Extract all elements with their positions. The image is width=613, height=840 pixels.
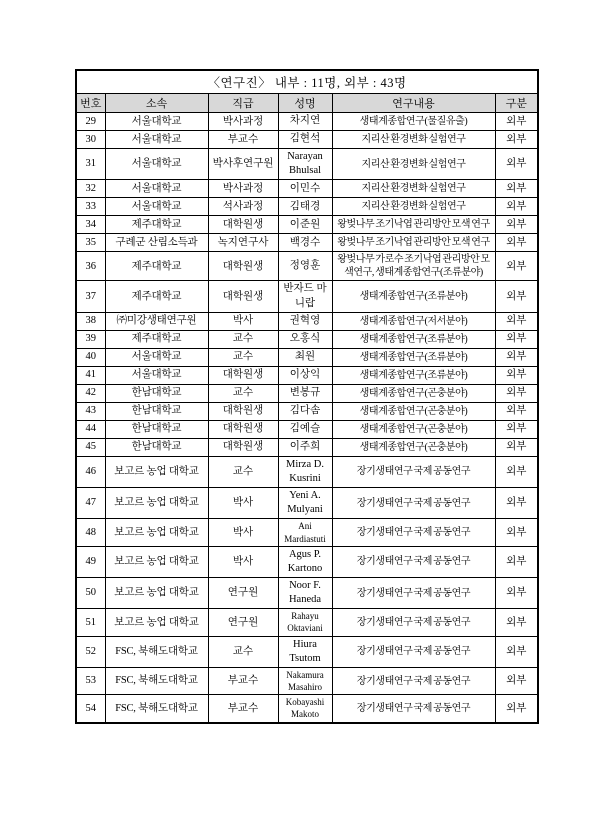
table-row	[76, 348, 538, 366]
cell-number: 42	[76, 384, 105, 402]
cell-affiliation: 서울대학교	[105, 366, 208, 384]
table-row	[76, 578, 538, 609]
cell-affiliation: 제주대학교	[105, 252, 208, 281]
cell-affiliation: 제주대학교	[105, 216, 208, 234]
table-row	[76, 384, 538, 402]
cell-name: 오홍식	[278, 330, 332, 348]
column-header-position: 직급	[208, 94, 278, 113]
cell-position: 박사과정	[208, 180, 278, 198]
cell-affiliation: 서울대학교	[105, 348, 208, 366]
cell-number: 29	[76, 113, 105, 131]
cell-type: 외부	[495, 636, 538, 667]
table-row	[76, 131, 538, 149]
cell-position: 교수	[208, 330, 278, 348]
cell-position: 연구원	[208, 609, 278, 636]
cell-affiliation: 보고르 농업 대학교	[105, 546, 208, 577]
title-row	[76, 70, 538, 94]
cell-affiliation: FSC, 북해도대학교	[105, 695, 208, 723]
cell-research: 지리산 환경변화 실험연구	[332, 149, 495, 180]
cell-position: 석사과정	[208, 198, 278, 216]
cell-number: 34	[76, 216, 105, 234]
cell-number: 53	[76, 667, 105, 694]
table-row	[76, 198, 538, 216]
table-row	[76, 180, 538, 198]
cell-affiliation: ㈜미강생태연구원	[105, 312, 208, 330]
column-header-affiliation: 소속	[105, 94, 208, 113]
table-row	[76, 695, 538, 723]
cell-research: 왕벚나무 조기낙엽 관리방안 모색 연구	[332, 234, 495, 252]
cell-name: Ani Mardiastuti	[278, 519, 332, 546]
cell-type: 외부	[495, 402, 538, 420]
table-row	[76, 330, 538, 348]
cell-name: 정영훈	[278, 252, 332, 281]
table-row	[76, 366, 538, 384]
table-row	[76, 488, 538, 519]
cell-name: Noor F. Haneda	[278, 578, 332, 609]
cell-affiliation: 한남대학교	[105, 402, 208, 420]
cell-number: 40	[76, 348, 105, 366]
table-row	[76, 609, 538, 636]
cell-type: 외부	[495, 695, 538, 723]
table-row	[76, 149, 538, 180]
cell-affiliation: FSC, 북해도대학교	[105, 667, 208, 694]
cell-name: 김현석	[278, 131, 332, 149]
cell-type: 외부	[495, 149, 538, 180]
cell-research: 장기생태연구 국제 공동연구	[332, 695, 495, 723]
cell-number: 49	[76, 546, 105, 577]
cell-affiliation: 제주대학교	[105, 330, 208, 348]
cell-type: 외부	[495, 281, 538, 312]
cell-research: 장기생태연구 국제 공동연구	[332, 519, 495, 546]
cell-type: 외부	[495, 546, 538, 577]
cell-position: 대학원생	[208, 438, 278, 456]
cell-research: 장기생태연구 국제 공동연구	[332, 488, 495, 519]
table-row	[76, 667, 538, 694]
cell-position: 교수	[208, 636, 278, 667]
cell-type: 외부	[495, 252, 538, 281]
cell-type: 외부	[495, 198, 538, 216]
cell-name: 최원	[278, 348, 332, 366]
cell-research: 생태계종합연구(곤충분야)	[332, 402, 495, 420]
cell-position: 대학원생	[208, 281, 278, 312]
table-row	[76, 519, 538, 546]
column-header-type: 구분	[495, 94, 538, 113]
cell-number: 35	[76, 234, 105, 252]
cell-name: Narayan Bhulsal	[278, 149, 332, 180]
cell-name: Hiura Tsutom	[278, 636, 332, 667]
cell-position: 교수	[208, 348, 278, 366]
table-row	[76, 438, 538, 456]
cell-research: 생태계종합연구(곤충분야)	[332, 384, 495, 402]
cell-number: 32	[76, 180, 105, 198]
cell-name: 차지연	[278, 113, 332, 131]
cell-type: 외부	[495, 384, 538, 402]
column-header-research: 연구내용	[332, 94, 495, 113]
cell-position: 대학원생	[208, 420, 278, 438]
cell-number: 39	[76, 330, 105, 348]
cell-name: 이주희	[278, 438, 332, 456]
cell-type: 외부	[495, 216, 538, 234]
cell-research: 생태계종합연구(조류분야)	[332, 366, 495, 384]
cell-affiliation: 서울대학교	[105, 113, 208, 131]
table-row	[76, 113, 538, 131]
table-row	[76, 216, 538, 234]
cell-number: 43	[76, 402, 105, 420]
cell-affiliation: 보고르 농업 대학교	[105, 456, 208, 487]
cell-name: 김예슬	[278, 420, 332, 438]
cell-number: 41	[76, 366, 105, 384]
cell-number: 48	[76, 519, 105, 546]
cell-type: 외부	[495, 578, 538, 609]
cell-position: 교수	[208, 384, 278, 402]
cell-number: 52	[76, 636, 105, 667]
cell-position: 대학원생	[208, 216, 278, 234]
header-row	[76, 94, 538, 113]
cell-position: 박사	[208, 312, 278, 330]
cell-position: 박사	[208, 488, 278, 519]
cell-research: 생태계종합연구(저서분야)	[332, 312, 495, 330]
cell-type: 외부	[495, 312, 538, 330]
cell-type: 외부	[495, 420, 538, 438]
cell-position: 박사후연구원	[208, 149, 278, 180]
table-row	[76, 252, 538, 281]
cell-type: 외부	[495, 667, 538, 694]
table-row	[76, 546, 538, 577]
cell-name: 김다솜	[278, 402, 332, 420]
cell-name: Rahayu Oktaviani	[278, 609, 332, 636]
cell-type: 외부	[495, 438, 538, 456]
cell-position: 부교수	[208, 131, 278, 149]
cell-affiliation: 서울대학교	[105, 180, 208, 198]
cell-number: 38	[76, 312, 105, 330]
cell-research: 생태계종합연구(물질유출)	[332, 113, 495, 131]
cell-affiliation: 서울대학교	[105, 198, 208, 216]
cell-number: 30	[76, 131, 105, 149]
cell-position: 박사	[208, 519, 278, 546]
cell-research: 장기생태연구 국제 공동연구	[332, 636, 495, 667]
cell-name: 김태경	[278, 198, 332, 216]
cell-affiliation: 제주대학교	[105, 281, 208, 312]
cell-number: 46	[76, 456, 105, 487]
cell-affiliation: 한남대학교	[105, 420, 208, 438]
cell-affiliation: 서울대학교	[105, 131, 208, 149]
cell-research: 장기생태연구 국제 공동연구	[332, 667, 495, 694]
cell-name: Kobayashi Makoto	[278, 695, 332, 723]
cell-number: 51	[76, 609, 105, 636]
cell-number: 47	[76, 488, 105, 519]
cell-position: 대학원생	[208, 252, 278, 281]
table-row	[76, 456, 538, 487]
cell-type: 외부	[495, 113, 538, 131]
cell-name: 백경수	[278, 234, 332, 252]
cell-type: 외부	[495, 330, 538, 348]
table-row	[76, 312, 538, 330]
cell-position: 박사과정	[208, 113, 278, 131]
cell-type: 외부	[495, 348, 538, 366]
cell-affiliation: 한남대학교	[105, 384, 208, 402]
cell-number: 44	[76, 420, 105, 438]
cell-type: 외부	[495, 180, 538, 198]
cell-research: 장기생태연구 국제 공동연구	[332, 456, 495, 487]
cell-affiliation: 보고르 농업 대학교	[105, 519, 208, 546]
cell-name: Mirza D. Kusrini	[278, 456, 332, 487]
cell-number: 45	[76, 438, 105, 456]
cell-number: 31	[76, 149, 105, 180]
cell-research: 생태계종합연구(곤충분야)	[332, 438, 495, 456]
cell-name: 반자드 마니랍	[278, 281, 332, 312]
cell-type: 외부	[495, 131, 538, 149]
cell-name: Agus P. Kartono	[278, 546, 332, 577]
cell-affiliation: 구례군 산림소득과	[105, 234, 208, 252]
cell-research: 생태계종합연구(조류분야)	[332, 281, 495, 312]
cell-name: Nakamura Masahiro	[278, 667, 332, 694]
cell-name: Yeni A. Mulyani	[278, 488, 332, 519]
column-header-number: 번호	[76, 94, 105, 113]
cell-type: 외부	[495, 519, 538, 546]
cell-type: 외부	[495, 234, 538, 252]
cell-position: 교수	[208, 456, 278, 487]
table-row	[76, 281, 538, 312]
cell-position: 대학원생	[208, 402, 278, 420]
cell-name: 권혁영	[278, 312, 332, 330]
cell-research: 지리산 환경변화 실험연구	[332, 180, 495, 198]
cell-number: 50	[76, 578, 105, 609]
cell-number: 54	[76, 695, 105, 723]
column-header-name: 성명	[278, 94, 332, 113]
cell-affiliation: 보고르 농업 대학교	[105, 488, 208, 519]
cell-position: 연구원	[208, 578, 278, 609]
cell-research: 왕벚나무 조기낙엽 관리방안 모색 연구	[332, 216, 495, 234]
cell-number: 36	[76, 252, 105, 281]
cell-name: 변봉규	[278, 384, 332, 402]
cell-number: 37	[76, 281, 105, 312]
table-row	[76, 402, 538, 420]
cell-research: 장기생태연구 국제 공동연구	[332, 546, 495, 577]
cell-research: 장기생태연구 국제 공동연구	[332, 578, 495, 609]
cell-position: 부교수	[208, 695, 278, 723]
cell-research: 왕벚나무 가로수 조기낙엽 관리방안 모색연구, 생태계종합연구(조류분야)	[332, 252, 495, 281]
cell-research: 생태계종합연구(조류분야)	[332, 330, 495, 348]
table-row	[76, 636, 538, 667]
cell-type: 외부	[495, 609, 538, 636]
cell-research: 생태계종합연구(조류분야)	[332, 348, 495, 366]
cell-number: 33	[76, 198, 105, 216]
cell-position: 박사	[208, 546, 278, 577]
cell-position: 부교수	[208, 667, 278, 694]
cell-name: 이상익	[278, 366, 332, 384]
cell-name: 이준원	[278, 216, 332, 234]
cell-research: 지리산 환경변화 실험연구	[332, 131, 495, 149]
table-row	[76, 234, 538, 252]
cell-type: 외부	[495, 488, 538, 519]
research-team-table	[75, 69, 539, 724]
table-row	[76, 420, 538, 438]
table-body	[76, 113, 538, 723]
cell-research: 생태계종합연구(곤충분야)	[332, 420, 495, 438]
cell-research: 장기생태연구 국제 공동연구	[332, 609, 495, 636]
cell-research: 지리산 환경변화 실험연구	[332, 198, 495, 216]
cell-affiliation: 보고르 농업 대학교	[105, 609, 208, 636]
cell-affiliation: 서울대학교	[105, 149, 208, 180]
cell-name: 이민수	[278, 180, 332, 198]
table-title: 〈연구진〉 내부 : 11명, 외부 : 43명	[76, 70, 538, 94]
cell-position: 녹지연구사	[208, 234, 278, 252]
cell-affiliation: 한남대학교	[105, 438, 208, 456]
cell-affiliation: 보고르 농업 대학교	[105, 578, 208, 609]
cell-position: 대학원생	[208, 366, 278, 384]
cell-type: 외부	[495, 456, 538, 487]
cell-type: 외부	[495, 366, 538, 384]
cell-affiliation: FSC, 북해도대학교	[105, 636, 208, 667]
